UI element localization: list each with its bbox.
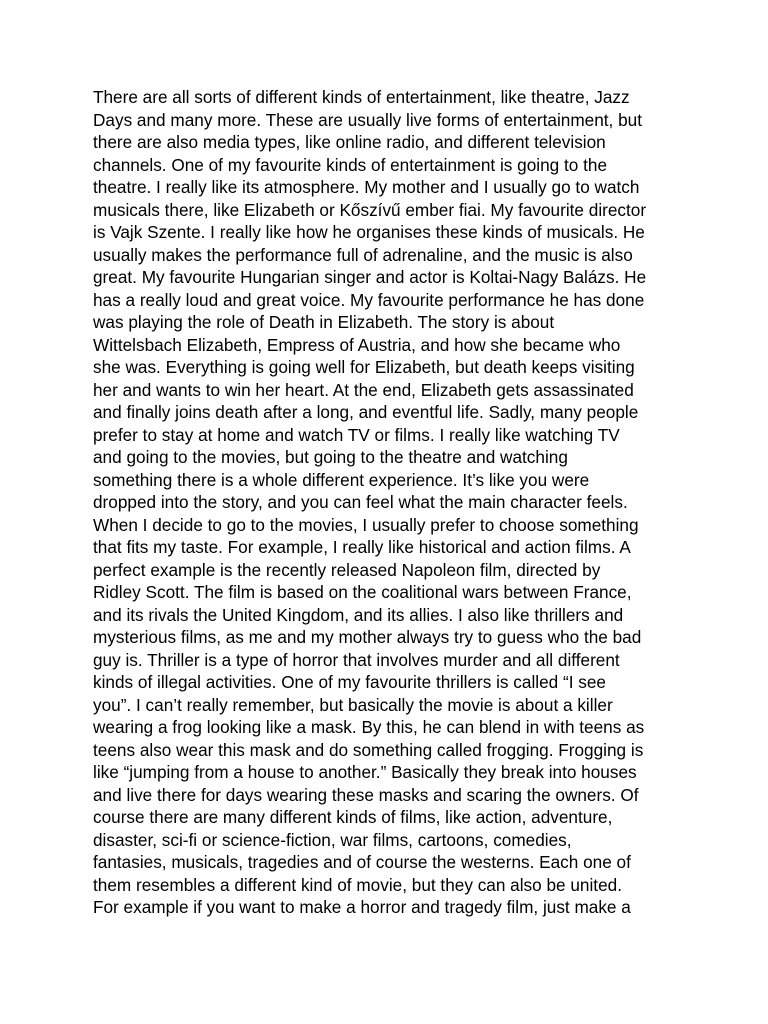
text-line: channels. One of my favourite kinds of entertainment is going to the — [93, 154, 608, 175]
text-line: theatre. I really like its atmosphere. My mother and I usually go to watch — [93, 177, 640, 197]
text-line: there are also media types, like online radio, and different television — [93, 132, 606, 152]
text-line: is Vajk Szente. I really like how he organises these kinds of musicals. He — [93, 222, 645, 242]
text-line: and its rivals the United Kingdom, and its allies. I also like thrillers and — [93, 604, 624, 625]
text-line: When I decide to go to the movies, I usually prefer to choose something — [93, 514, 639, 535]
text-line: musicals there, like Elizabeth or Kőszívű ember fiai. My favourite director — [93, 199, 647, 220]
text-line: has a really loud and great voice. My favourite performance he has done — [93, 289, 645, 310]
text-line: prefer to stay at home and watch TV or films. I really like watching TV — [93, 424, 620, 445]
text-line: and live there for days wearing these masks and scaring the owners. Of — [93, 784, 639, 805]
text-line: kinds of illegal activities. One of my favourite thrillers is called “I see — [93, 672, 606, 692]
text-line: that fits my taste. For example, I really like historical and action films. A — [93, 537, 631, 557]
text-line: teens also wear this mask and do something called frogging. Frogging is — [93, 739, 644, 760]
text-line: For example if you want to make a horror and tragedy film, just make a — [93, 897, 631, 917]
text-line: dropped into the story, and you can feel what the main character feels. — [93, 492, 628, 512]
text-line: like “jumping from a house to another.” Basically they break into houses — [93, 762, 637, 782]
text-line: guy is. Thriller is a type of horror that involves murder and all different — [93, 649, 620, 670]
text-line: was playing the role of Death in Elizabeth. The story is about — [93, 312, 555, 332]
text-line: and finally joins death after a long, and eventful life. Sadly, many people — [93, 402, 639, 422]
text-line: something there is a whole different experience. It’s like you were — [93, 469, 590, 490]
body-text — [93, 86, 683, 919]
text-line: her and wants to win her heart. At the end, Elizabeth gets assassinated — [93, 379, 634, 400]
text-line: fantasies, musicals, tragedies and of course the westerns. Each one of — [93, 852, 631, 872]
text-line: mysterious films, as me and my mother always try to guess who the bad — [93, 627, 642, 647]
text-line: Wittelsbach Elizabeth, Empress of Austria, and how she became who — [93, 334, 621, 355]
text-line: Ridley Scott. The film is based on the coalitional wars between France, — [93, 582, 632, 602]
text-line: wearing a frog looking like a mask. By this, he can blend in with teens as — [93, 717, 645, 737]
text-line: and going to the movies, but going to the theatre and watching — [93, 447, 568, 467]
text-line: usually makes the performance full of adrenaline, and the music is also — [93, 244, 633, 265]
text-line: she was. Everything is going well for Elizabeth, but death keeps visiting — [93, 357, 635, 377]
text-line: Days and many more. These are usually live forms of entertainment, but — [93, 109, 642, 130]
text-line: There are all sorts of different kinds of entertainment, like theatre, Jazz — [93, 87, 630, 107]
text-line: great. My favourite Hungarian singer and actor is Koltai-Nagy Balázs. He — [93, 267, 647, 287]
text-line: course there are many different kinds of films, like action, adventure, — [93, 807, 613, 827]
text-line: disaster, sci-fi or science-fiction, war films, cartoons, comedies, — [93, 829, 572, 850]
text-line: them resembles a different kind of movie, but they can also be united. — [93, 874, 622, 895]
text-line: perfect example is the recently released Napoleon film, directed by — [93, 559, 601, 580]
text-line: you”. I can’t really remember, but basically the movie is about a killer — [93, 694, 613, 715]
